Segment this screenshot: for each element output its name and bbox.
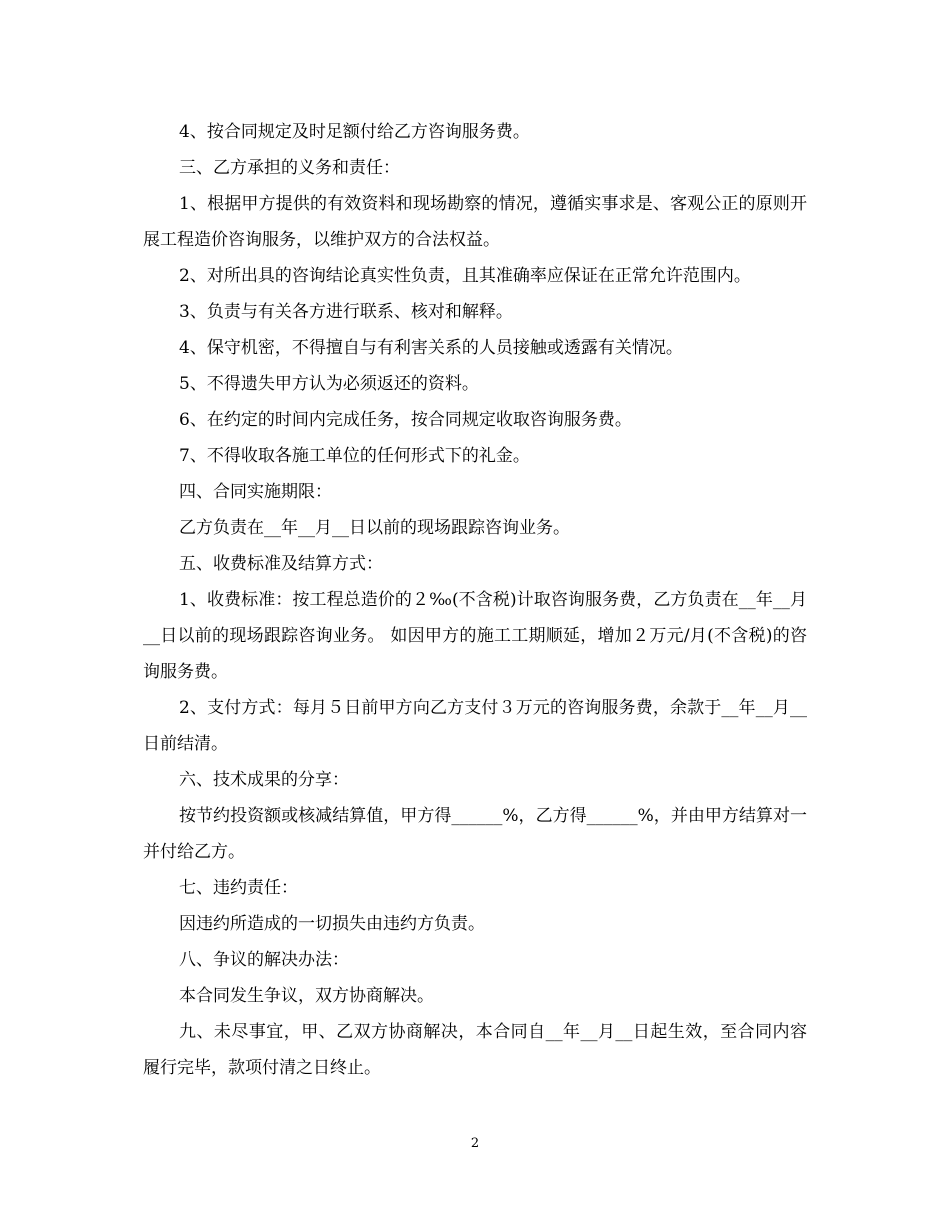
paragraph-b-clause-2: 2、对所出具的咨询结论真实性负责，且其准确率应保证在正常允许范围内。 <box>179 266 751 286</box>
paragraph-payment-method: 2、支付方式：每月５日前甲方向乙方支付３万元的咨询服务费，余款于__年__月__日前结清。 <box>143 698 807 754</box>
section-heading-contract-term: 四、合同实施期限： <box>179 482 332 502</box>
paragraph-dispute-resolution: 本合同发生争议，双方协商解决。 <box>179 986 434 1006</box>
section-heading-liability: 七、违约责任： <box>179 878 298 898</box>
paragraph-b-clause-3: 3、负责与有关各方进行联系、核对和解释。 <box>179 302 513 322</box>
paragraph-b-clause-7: 7、不得收取各施工单位的任何形式下的礼金。 <box>179 446 530 466</box>
section-heading-results-sharing: 六、技术成果的分享： <box>179 770 349 790</box>
paragraph-miscellaneous-effective: 九、未尽事宜，甲、乙双方协商解决，本合同自__年__月__日起生效，至合同内容履行完毕，款项付清之日终止。 <box>143 1022 807 1078</box>
section-heading-party-b-obligations: 三、乙方承担的义务和责任： <box>179 158 400 178</box>
section-heading-fees-settlement: 五、收费标准及结算方式： <box>179 554 383 574</box>
paragraph-b-clause-4: 4、保守机密，不得擅自与有利害关系的人员接触或透露有关情况。 <box>179 338 683 358</box>
paragraph-liability: 因违约所造成的一切损失由违约方负责。 <box>179 914 485 934</box>
paragraph-contract-term: 乙方负责在__年__月__日以前的现场跟踪咨询业务。 <box>179 518 570 538</box>
paragraph-b-clause-6: 6、在约定的时间内完成任务，按合同规定收取咨询服务费。 <box>179 410 632 430</box>
paragraph-b-clause-1: 1、根据甲方提供的有效资料和现场勘察的情况，遵循实事求是、客观公正的原则开展工程造价咨询服务，以维护双方的合法权益。 <box>143 194 807 250</box>
paragraph-results-sharing: 按节约投资额或核减结算值，甲方得______%，乙方得______%，并由甲方结算对一并付给乙方。 <box>143 806 807 862</box>
document-body <box>143 114 807 1086</box>
page-number: 2 <box>470 1136 480 1151</box>
paragraph-b-clause-5: 5、不得遗失甲方认为必须返还的资料。 <box>179 374 479 394</box>
section-heading-dispute-resolution: 八、争议的解决办法： <box>179 950 349 970</box>
paragraph-clause-4-payment: 4、按合同规定及时足额付给乙方咨询服务费。 <box>179 122 530 142</box>
paragraph-fee-standard: 1、收费标准：按工程总造价的２‰(不含税)计取咨询服务费，乙方负责在__年__月__日以前的现场跟踪咨询业务。 如因甲方的施工工期顺延，增加２万元/月(不含税)的咨询服务费。 <box>143 590 807 682</box>
